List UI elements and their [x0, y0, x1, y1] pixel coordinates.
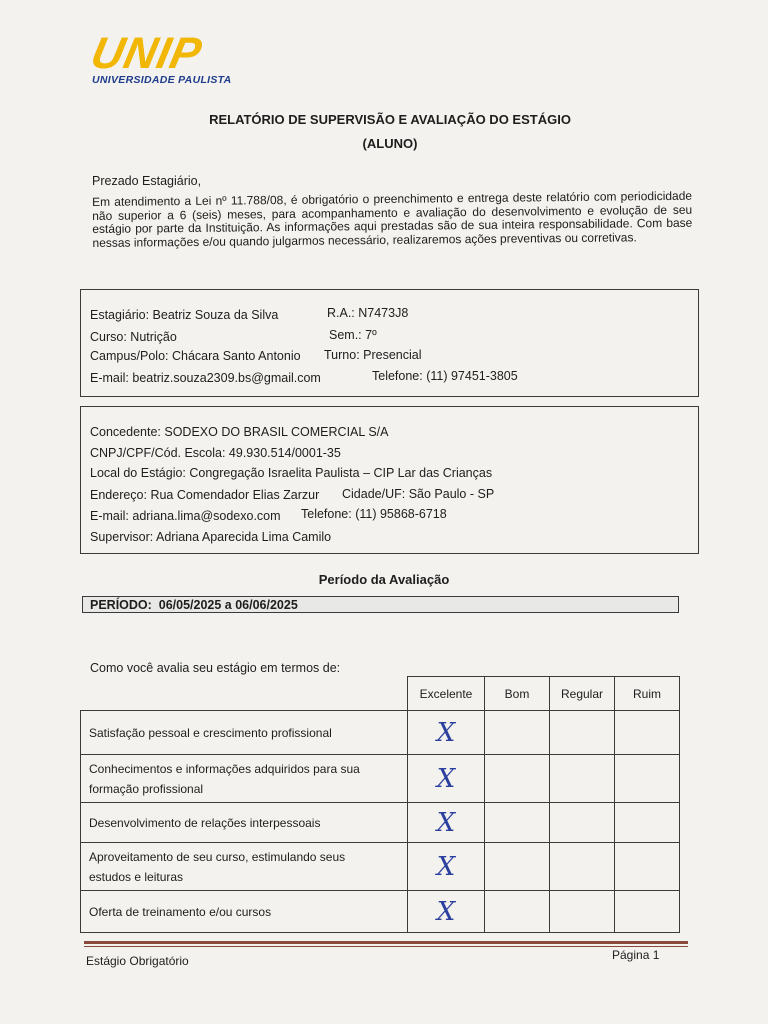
x-mark: X: [436, 763, 456, 794]
cell-regular[interactable]: [550, 843, 615, 891]
criterion-label: [81, 843, 408, 891]
table-row: [81, 891, 680, 933]
supervisor-name: Supervisor: Adriana Aparecida Lima Camilo: [90, 530, 332, 544]
company-phone: Telefone: (11) 95868-6718: [301, 507, 447, 521]
evaluation-table: [80, 676, 680, 933]
criterion-line: Oferta de treinamento e/ou cursos: [89, 904, 272, 919]
col-excelente: Excelente: [408, 677, 485, 711]
cell-regular[interactable]: [550, 755, 615, 803]
cell-ruim[interactable]: [615, 755, 680, 803]
cell-regular[interactable]: [550, 803, 615, 843]
criterion-line-2: estudos e leituras: [89, 869, 184, 884]
cell-bom[interactable]: [485, 711, 550, 755]
criterion-label: [81, 803, 408, 843]
evaluation-header-row: [81, 677, 680, 711]
unip-logo: [86, 29, 232, 86]
student-phone: Telefone: (11) 97451-3805: [372, 369, 518, 383]
cell-excelente[interactable]: [408, 755, 485, 803]
cell-bom[interactable]: [485, 755, 550, 803]
internship-location: Local do Estágio: Congregação Israelita Paulista – CIP Lar das Crianças: [90, 466, 493, 480]
student-campus: Campus/Polo: Chácara Santo Antonio: [90, 349, 301, 363]
x-mark: X: [436, 807, 456, 838]
cell-regular[interactable]: [550, 711, 615, 755]
document-subtitle: (ALUNO): [362, 136, 418, 151]
student-course: Curso: Nutrição: [90, 330, 177, 344]
header-blank: [81, 677, 408, 711]
logo-subtitle: UNIVERSIDADE PAULISTA: [92, 74, 232, 86]
criterion-label: [81, 711, 408, 755]
logo-mark: UNIP: [86, 29, 207, 78]
company-email: E-mail: adriana.lima@sodexo.com: [90, 509, 281, 523]
page-number: Página 1: [612, 948, 660, 962]
table-row: [81, 843, 680, 891]
company-grantor: Concedente: SODEXO DO BRASIL COMERCIAL S/A: [90, 425, 389, 439]
period-value: 06/05/2025 a 06/06/2025: [158, 598, 298, 612]
student-shift: Turno: Presencial: [324, 348, 422, 362]
criterion-label: [81, 891, 408, 933]
criterion-line: Satisfação pessoal e crescimento profissional: [89, 725, 332, 740]
company-cnpj: CNPJ/CPF/Cód. Escola: 49.930.514/0001-35: [90, 446, 341, 460]
footer-rule: [84, 941, 688, 944]
criterion-line: Conhecimentos e informações adquiridos para sua: [89, 761, 360, 776]
cell-excelente[interactable]: [408, 803, 485, 843]
cell-ruim[interactable]: [615, 803, 680, 843]
x-mark: X: [436, 851, 456, 882]
cell-bom[interactable]: [485, 891, 550, 933]
cell-excelente[interactable]: [408, 711, 485, 755]
document-title: RELATÓRIO DE SUPERVISÃO E AVALIAÇÃO DO ESTÁGIO: [209, 112, 571, 127]
criterion-label: [81, 755, 408, 803]
table-row: [81, 755, 680, 803]
col-regular: Regular: [550, 677, 615, 711]
footer-rule-thin: [84, 946, 688, 947]
criterion-line: Aproveitamento de seu curso, estimulando seus: [89, 849, 346, 864]
criterion-line: Desenvolvimento de relações interpessoais: [89, 815, 321, 830]
greeting: Prezado Estagiário,: [92, 174, 202, 188]
col-ruim: Ruim: [615, 677, 680, 711]
cell-regular[interactable]: [550, 891, 615, 933]
student-semester: Sem.: 7º: [329, 328, 377, 342]
cell-excelente[interactable]: [408, 843, 485, 891]
table-row: [81, 803, 680, 843]
col-bom: Bom: [485, 677, 550, 711]
cell-ruim[interactable]: [615, 843, 680, 891]
student-email: E-mail: beatriz.souza2309.bs@gmail.com: [90, 371, 321, 385]
x-mark: X: [436, 896, 456, 927]
cell-ruim[interactable]: [615, 711, 680, 755]
company-address: Endereço: Rua Comendador Elias Zarzur: [90, 488, 320, 502]
cell-excelente[interactable]: [408, 891, 485, 933]
period-text: [90, 598, 298, 612]
company-city: Cidade/UF: São Paulo - SP: [342, 487, 495, 501]
x-mark: X: [436, 717, 456, 748]
cell-ruim[interactable]: [615, 891, 680, 933]
intro-paragraph: Em atendimento a Lei nº 11.788/08, é obrigatório o preenchimento e entrega deste relatório com periodicidade não superior a 6 (seis) meses, para acompanhamento e avaliação do desenvolvimento e evolução de seu estágio por parte da Instituição. As informações aqui prestadas são de sua inteira responsabilidade. Com base nessas informações e/ou quando julgarmos necessário, realizaremos ações preventivas ou corretivas.: [91, 188, 693, 250]
student-ra: R.A.: N7473J8: [327, 306, 409, 320]
period-heading: Período da Avaliação: [318, 572, 450, 587]
evaluation-question: Como você avalia seu estágio em termos de:: [90, 661, 341, 675]
table-row: [81, 711, 680, 755]
student-name: Estagiário: Beatriz Souza da Silva: [90, 308, 279, 322]
criterion-line-2: formação profissional: [89, 781, 204, 796]
footer-left: Estágio Obrigatório: [86, 954, 189, 968]
period-label: PERÍODO:: [90, 598, 152, 612]
cell-bom[interactable]: [485, 803, 550, 843]
cell-bom[interactable]: [485, 843, 550, 891]
